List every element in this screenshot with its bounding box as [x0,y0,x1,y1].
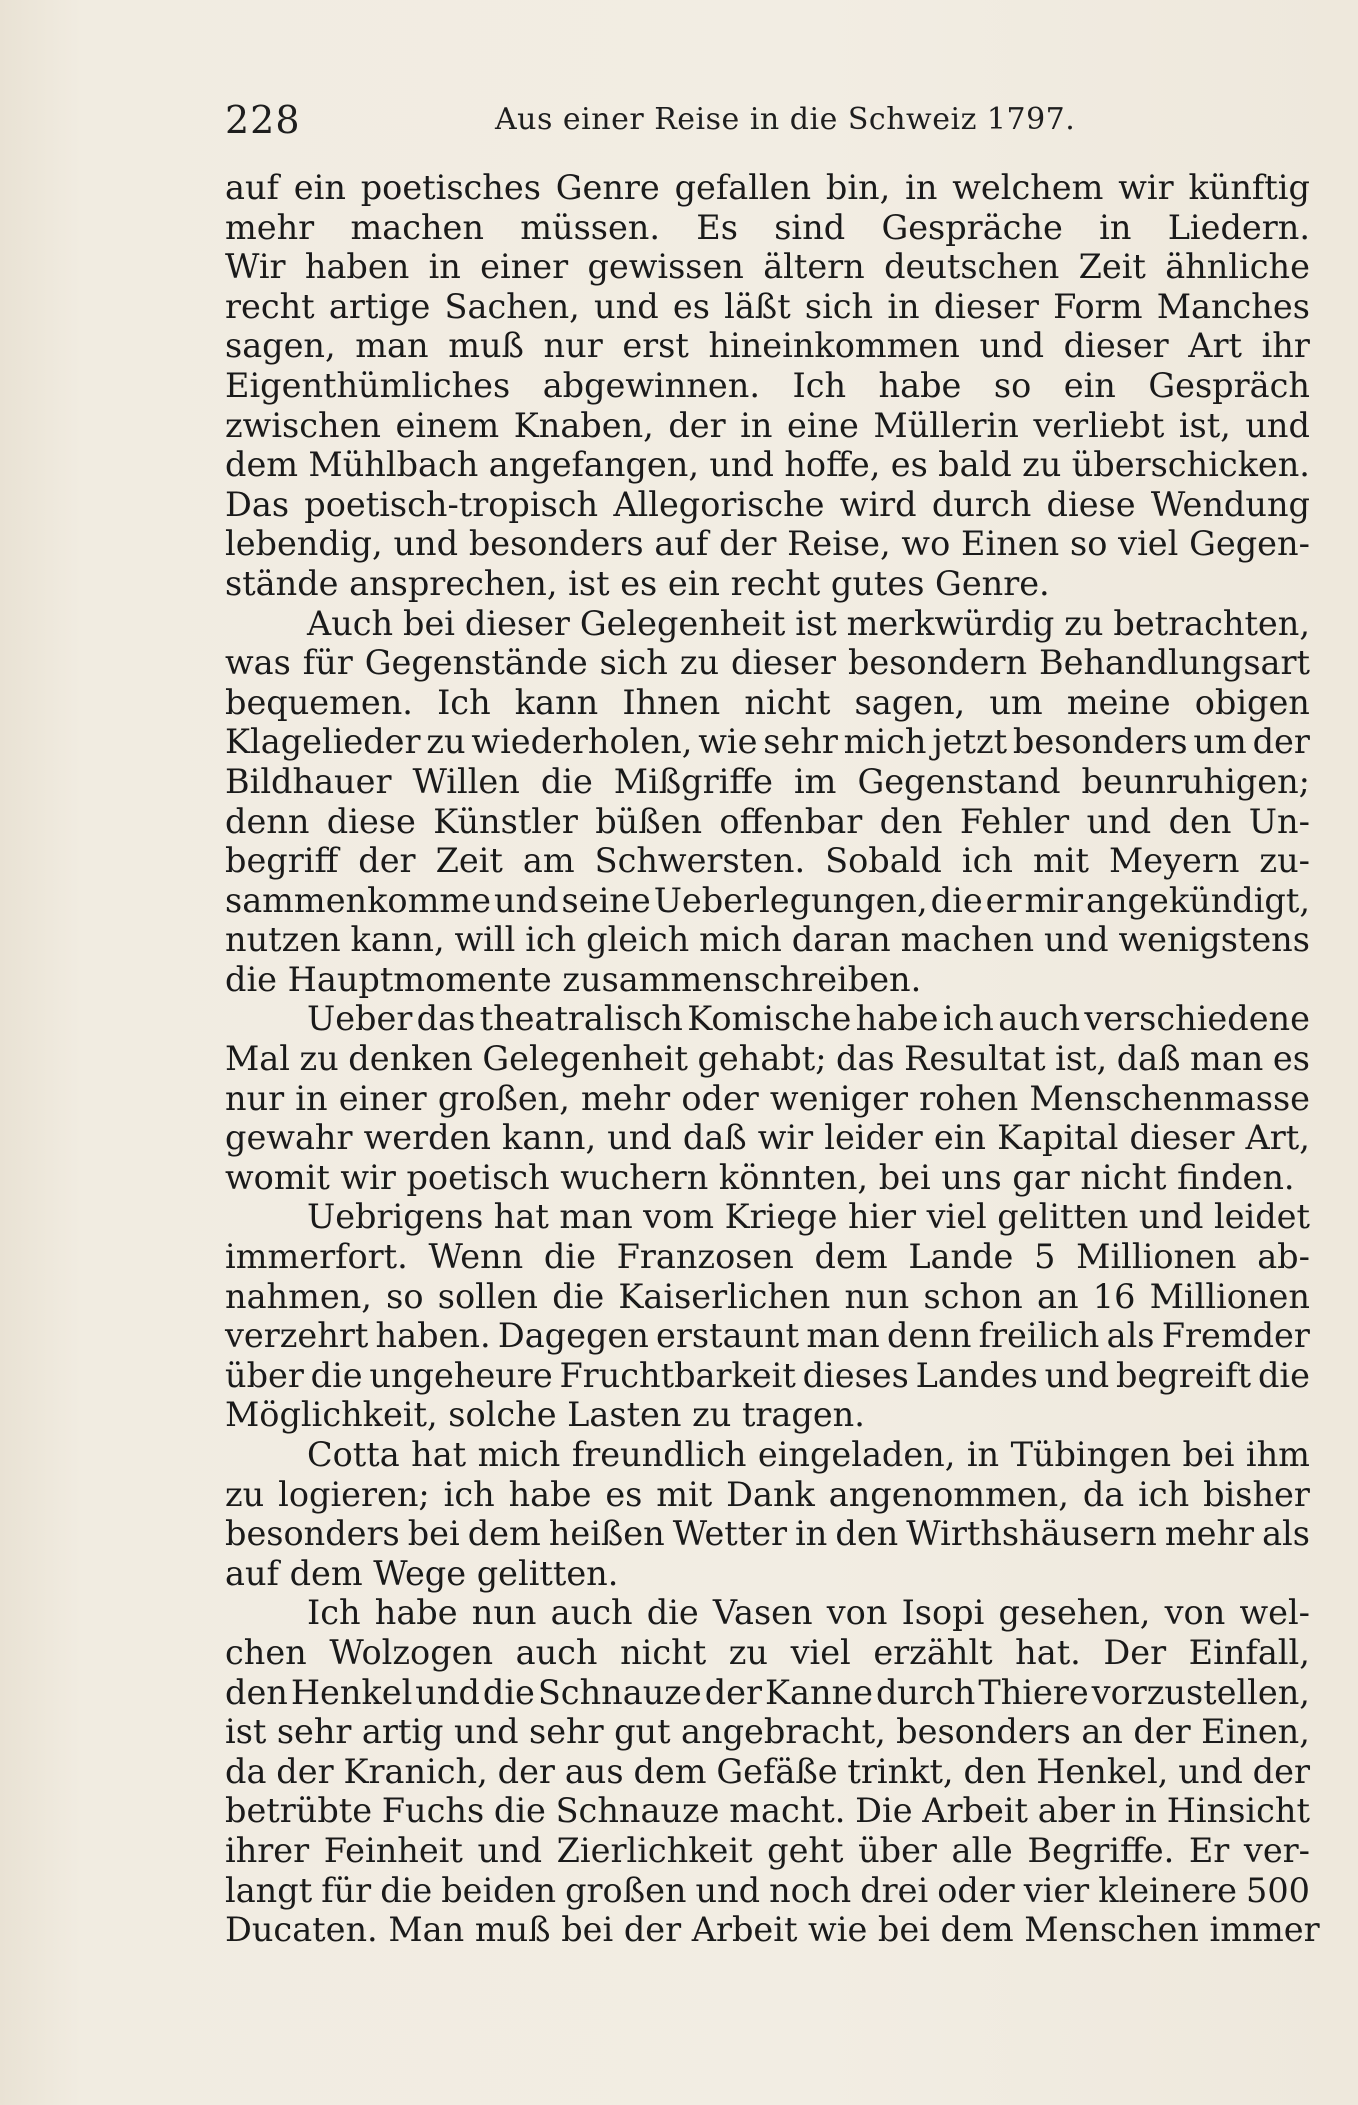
text-line: Auch bei dieser Gelegenheit ist merkwürdig zu betrachten, [307,603,1310,643]
text-line: betrübte Fuchs die Schnauze macht. Die Arbeit aber in Hinsicht [225,1791,1310,1831]
text-line: begriff der Zeit am Schwersten. Sobald ich mit Meyern zu- [225,841,1310,881]
text-line: sammenkomme und seine Ueberlegungen, die er mir angekündigt, [225,880,1310,920]
text-line: ist sehr artig und sehr gut angebracht, besonders an der Einen, [225,1712,1310,1752]
text-line: Klagelieder zu wiederholen, wie sehr mich jetzt besonders um der [225,722,1310,762]
text-line: was für Gegenstände sich zu dieser besondern Behandlungsart [225,643,1310,683]
text-line: denn diese Künstler büßen offenbar den Fehler und den Un- [225,801,1310,841]
text-line: auf dem Wege gelitten. [225,1553,619,1593]
text-line: recht artige Sachen, und es läßt sich in dieser Form Manches [225,286,1310,326]
text-line: stände ansprechen, ist es ein recht gutes Genre. [225,563,1050,603]
text-line: ihrer Feinheit und Zierlichkeit geht über alle Begriffe. Er ver- [225,1830,1310,1870]
text-line: womit wir poetisch wuchern könnten, bei uns gar nicht finden. [225,1157,1295,1197]
text-line: Das poetisch-tropisch Allegorische wird durch diese Wendung [225,484,1310,524]
text-line: dem Mühlbach angefangen, und hoffe, es bald zu überschicken. [225,445,1310,485]
text-line: chen Wolzogen auch nicht zu viel erzählt hat. Der Einfall, [225,1632,1310,1672]
page-header [225,95,1310,145]
text-line: nutzen kann, will ich gleich mich daran machen und wenigstens [225,920,1310,960]
text-line: die Hauptmomente zusammenschreiben. [225,959,922,999]
text-line: langt für die beiden großen und noch drei oder vier kleinere 500 [225,1870,1310,1910]
paragraph [225,1593,1320,1950]
running-title: Aus einer Reise in die Schweiz 1797. [495,102,1076,137]
text-line: Ducaten. Man muß bei der Arbeit wie bei dem Menschen immer [225,1910,1320,1950]
text-line: auf ein poetisches Genre gefallen bin, in welchem wir künftig [225,168,1310,207]
text-line: Ich habe nun auch die Vasen von Isopi gesehen, von wel- [307,1593,1310,1633]
paragraph [225,604,1310,1000]
text-line: Eigenthümliches abgewinnen. Ich habe so ein Gespräch [225,365,1310,405]
text-line: über die ungeheure Fruchtbarkeit dieses Landes und begreift die [225,1355,1310,1395]
page-number: 228 [225,98,301,142]
text-line: gewahr werden kann, und daß wir leider ein Kapital dieser Art, [225,1118,1310,1158]
text-line: mehr machen müssen. Es sind Gespräche in Liedern. [225,207,1310,247]
paragraph [225,1197,1310,1435]
text-line: Bildhauer Willen die Mißgriffe im Gegenstand beunruhigen; [225,761,1310,801]
text-line: nur in einer großen, mehr oder weniger rohen Menschenmasse [225,1078,1310,1118]
body-text [225,168,1320,1950]
paragraph [225,168,1310,604]
text-line: Möglichkeit, solche Lasten zu tragen. [225,1395,865,1435]
text-line: verzehrt haben. Dagegen erstaunt man denn freilich als Fremder [225,1316,1310,1356]
paragraph [225,999,1310,1197]
text-line: besonders bei dem heißen Wetter in den Wirthshäusern mehr als [225,1514,1310,1554]
text-line: Uebrigens hat man vom Kriege hier viel gelitten und leidet [307,1197,1310,1237]
text-line: Wir haben in einer gewissen ältern deutschen Zeit ähnliche [225,247,1310,287]
text-line: zu logieren; ich habe es mit Dank angenommen, da ich bisher [225,1474,1310,1514]
text-line: immerfort. Wenn die Franzosen dem Lande 5 Millionen ab- [225,1237,1310,1277]
text-line: bequemen. Ich kann Ihnen nicht sagen, um meine obigen [225,682,1310,722]
text-line: sagen, man muß nur erst hineinkommen und dieser Art ihr [225,326,1310,366]
text-line: Mal zu denken Gelegenheit gehabt; das Resultat ist, daß man es [225,1039,1310,1079]
text-line: Ueber das theatralisch Komische habe ich auch verschiedene [307,999,1310,1039]
text-line: den Henkel und die Schnauze der Kanne durch Thiere vorzustellen, [225,1672,1310,1712]
paragraph [225,1435,1310,1593]
text-line: nahmen, so sollen die Kaiserlichen nun schon an 16 Millionen [225,1276,1310,1316]
text-line: Cotta hat mich freundlich eingeladen, in Tübingen bei ihm [307,1435,1310,1474]
text-line: da der Kranich, der aus dem Gefäße trinkt, den Henkel, und der [225,1751,1310,1791]
text-line: zwischen einem Knaben, der in eine Müllerin verliebt ist, und [225,405,1310,445]
text-line: lebendig, und besonders auf der Reise, wo Einen so viel Gegen- [225,524,1310,564]
